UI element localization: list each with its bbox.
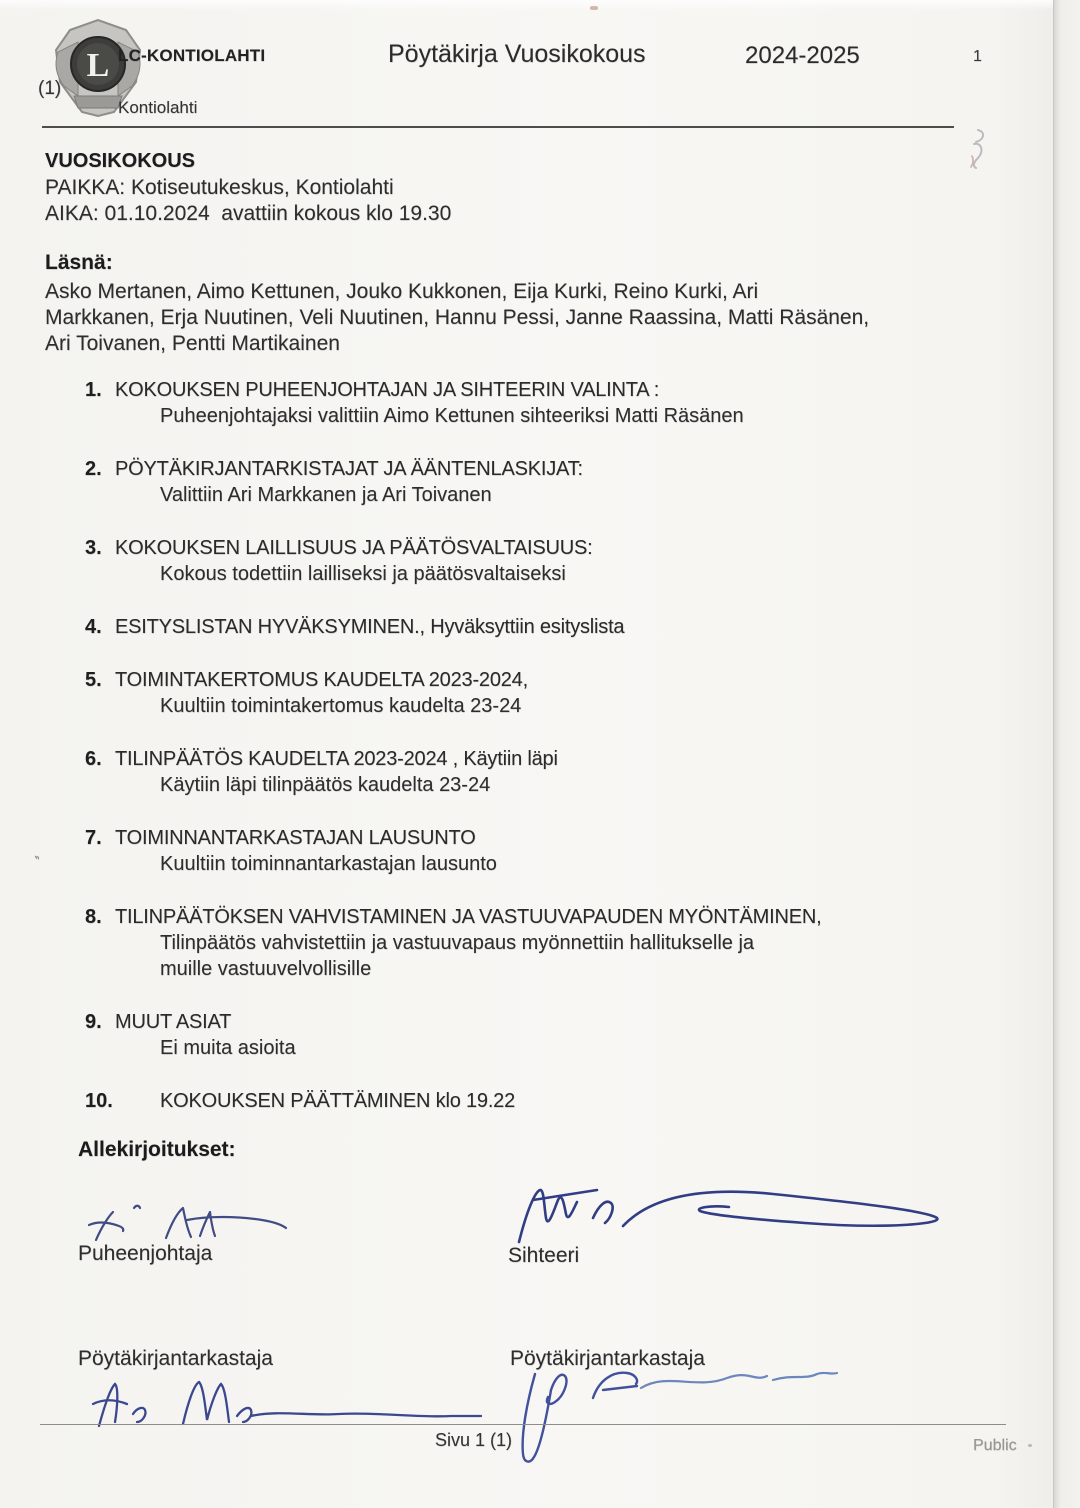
agenda-item-title: KOKOUKSEN LAILLISUUS JA PÄÄTÖSVALTAISUUS:: [115, 537, 593, 559]
agenda-item-resolution: Kokous todettiin lailliseksi ja päätösvaltaiseksi: [160, 563, 566, 585]
scan-artifact-speck: [590, 6, 598, 10]
agenda-item-title: MUUT ASIAT: [115, 1011, 232, 1033]
attendees-line: Asko Mertanen, Aimo Kettunen, Jouko Kukkonen, Eija Kurki, Reino Kurki, Ari: [45, 280, 759, 303]
agenda-item-number: 4.: [85, 616, 102, 638]
agenda-item: [85, 904, 1025, 982]
agenda-item: [85, 614, 1025, 640]
agenda-item-title: ESITYSLISTAN HYVÄKSYMINEN., Hyväksyttiin esityslista: [115, 616, 625, 638]
scan-top-edge: [0, 0, 1080, 10]
season-label: 2024-2025: [745, 42, 860, 69]
attendees-line: Markkanen, Erja Nuutinen, Veli Nuutinen, Hannu Pessi, Janne Raassina, Matti Räsänen,: [45, 306, 870, 329]
inspector-left-role-label: Pöytäkirjantarkastaja: [78, 1347, 273, 1370]
agenda-item-resolution: Tilinpäätös vahvistettiin ja vastuuvapaus myönnettiin hallitukselle ja: [160, 932, 755, 954]
agenda-item-title: TOIMINTAKERTOMUS KAUDELTA 2023-2024,: [115, 669, 528, 691]
agenda-item-resolution: Valittiin Ari Markkanen ja Ari Toivanen: [160, 484, 492, 506]
agenda-item: [85, 746, 1025, 798]
meeting-location: PAIKKA: Kotiseutukeskus, Kontiolahti: [45, 176, 394, 199]
agenda-item: [85, 825, 1025, 877]
copy-note: (1): [38, 78, 62, 99]
agenda-item: [85, 1088, 1025, 1114]
agenda-item-number: 6.: [85, 748, 102, 770]
agenda-item-number: 9.: [85, 1011, 102, 1033]
agenda-item: [85, 535, 1025, 587]
scan-page-edge: [1053, 0, 1080, 1508]
footer-divider: [40, 1424, 1006, 1425]
agenda-item-number: 3.: [85, 537, 102, 559]
agenda-item-resolution: muille vastuuvelvollisille: [160, 958, 372, 980]
agenda-item-resolution: Kuultiin toimintakertomus kaudelta 23-24: [160, 695, 522, 717]
footer-classification: Public: [973, 1437, 1017, 1454]
attendees-line: Ari Toivanen, Pentti Martikainen: [45, 332, 340, 355]
agenda-item-number: 7.: [85, 827, 102, 849]
agenda-item-title: TILINPÄÄTÖKSEN VAHVISTAMINEN JA VASTUUVAPAUDEN MYÖNTÄMINEN,: [115, 906, 822, 928]
scan-dot-artifact: [1028, 1444, 1032, 1447]
attendees-list: [45, 279, 1025, 357]
meeting-heading: VUOSIKOKOUS: [45, 150, 196, 172]
club-name: LC-KONTIOLAHTI: [118, 46, 266, 65]
agenda-item-number: 10.: [85, 1090, 113, 1112]
agenda-item-title: KOKOUKSEN PÄÄTTÄMINEN klo 19.22: [160, 1090, 516, 1112]
footer-page-label: Sivu 1 (1): [435, 1430, 513, 1450]
agenda-item-title: TILINPÄÄTÖS KAUDELTA 2023-2024 , Käytiin läpi: [115, 748, 558, 770]
club-place: Kontiolahti: [118, 98, 198, 117]
agenda-item-resolution: Ei muita asioita: [160, 1037, 296, 1059]
inspector-right-signature: [505, 1356, 885, 1472]
agenda-item-number: 5.: [85, 669, 102, 691]
agenda-item: [85, 667, 1025, 719]
stray-pen-mark: ‶: [30, 853, 41, 872]
attendees-heading: Läsnä:: [45, 251, 113, 274]
page-number: 1: [973, 48, 982, 65]
agenda-item-title: TOIMINNANTARKASTAJAN LAUSUNTO: [115, 827, 476, 849]
agenda-item-title: PÖYTÄKIRJANTARKISTAJAT JA ÄÄNTENLASKIJAT:: [115, 458, 583, 480]
agenda-list: [85, 377, 1025, 1141]
agenda-item-number: 2.: [85, 458, 102, 480]
agenda-item-resolution: Käytiin läpi tilinpäätös kaudelta 23-24: [160, 774, 491, 796]
svg-text:L: L: [86, 47, 110, 84]
agenda-item: [85, 1009, 1025, 1061]
agenda-item-resolution: Kuultiin toiminnantarkastajan lausunto: [160, 853, 497, 875]
agenda-item: [85, 377, 1025, 429]
agenda-item-title: KOKOUKSEN PUHEENJOHTAJAN JA SIHTEERIN VALINTA :: [115, 379, 660, 401]
agenda-item-number: 1.: [85, 379, 102, 401]
agenda-item: [85, 456, 1025, 508]
signatures-heading: Allekirjoitukset:: [78, 1138, 236, 1161]
header-divider: [42, 126, 954, 128]
pen-squiggle-mark: [958, 126, 994, 170]
inspector-right-role-label: Pöytäkirjantarkastaja: [510, 1347, 705, 1370]
meeting-time: AIKA: 01.10.2024 avattiin kokous klo 19.30: [45, 202, 452, 225]
secretary-role-label: Sihteeri: [508, 1244, 580, 1267]
document-title: Pöytäkirja Vuosikokous: [388, 40, 646, 68]
chairman-role-label: Puheenjohtaja: [78, 1242, 213, 1265]
agenda-item-number: 8.: [85, 906, 102, 928]
agenda-item-resolution: Puheenjohtajaksi valittiin Aimo Kettunen sihteeriksi Matti Räsänen: [160, 405, 744, 427]
